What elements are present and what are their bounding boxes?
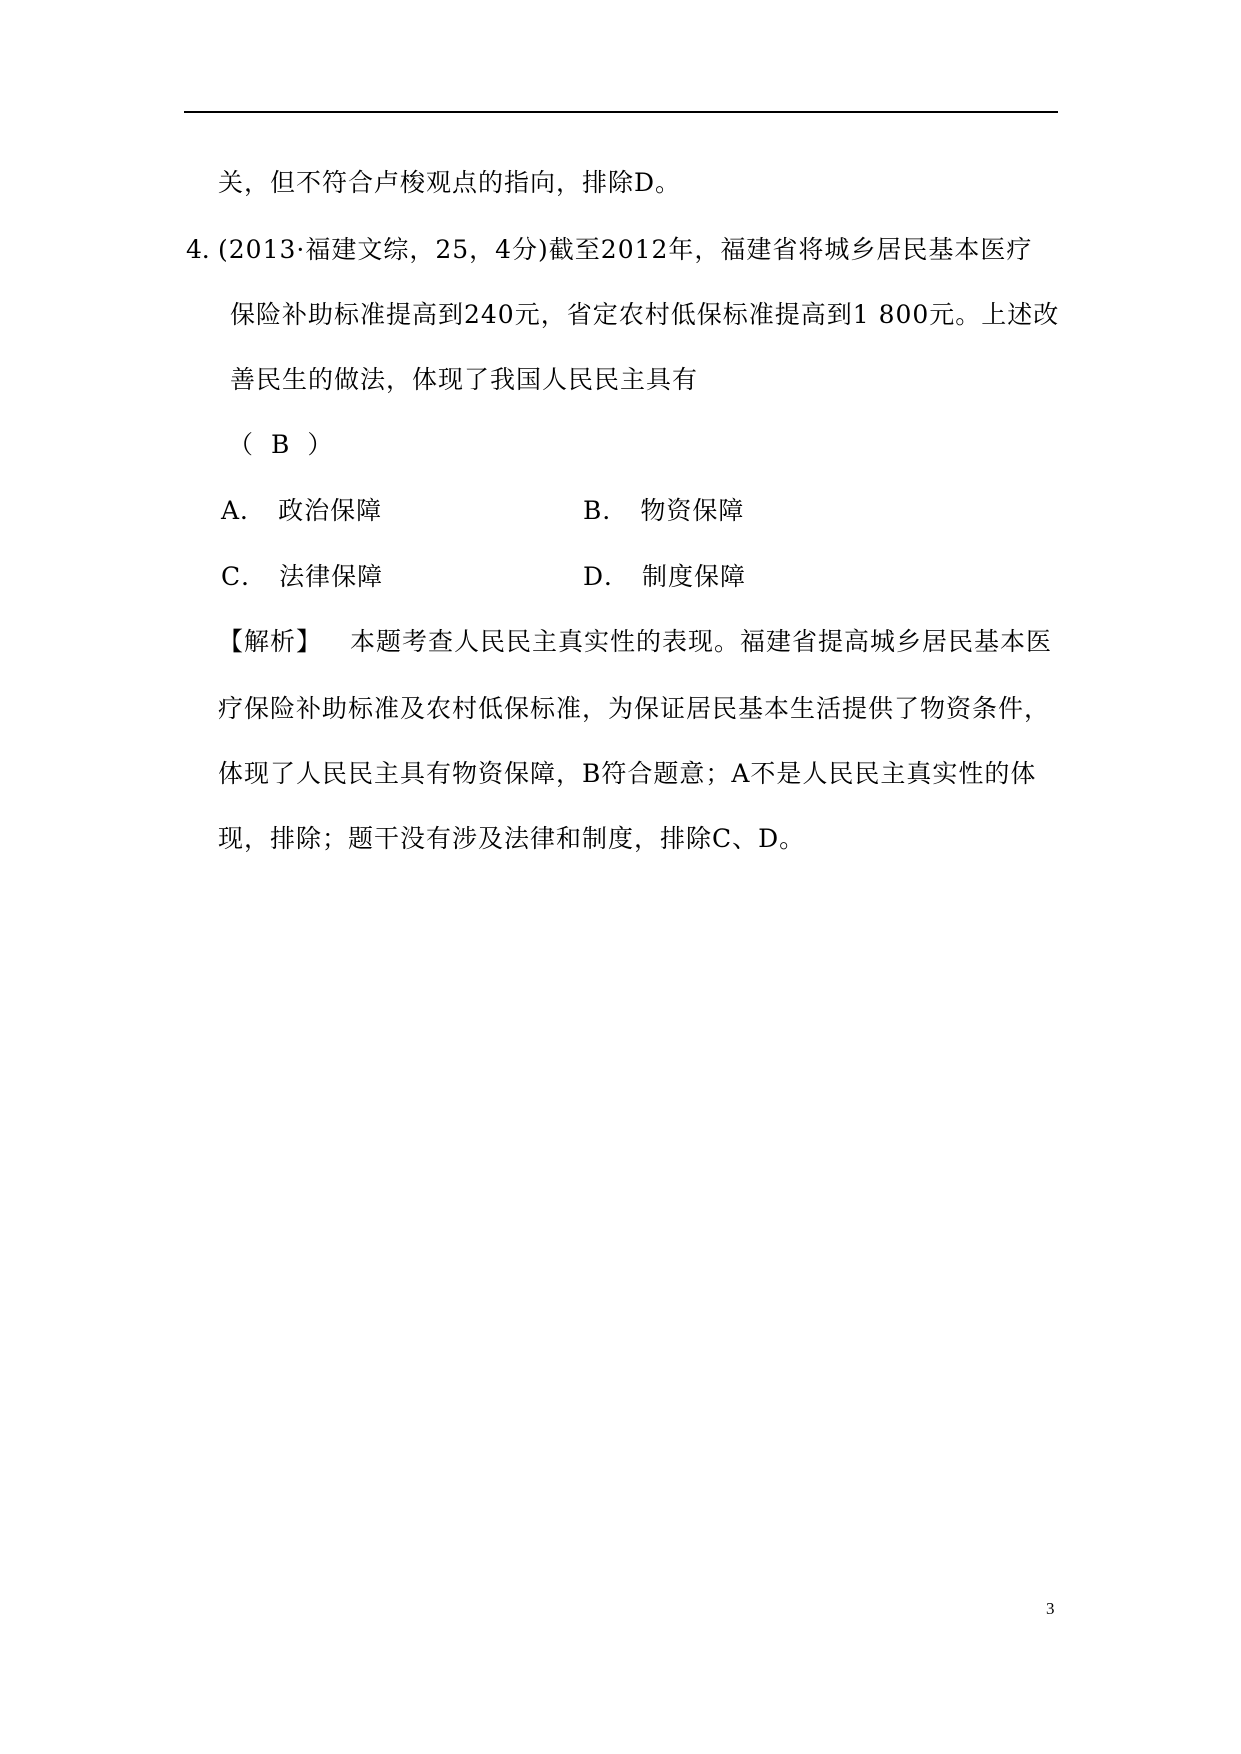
option-d-letter: D．	[583, 562, 631, 591]
option-c-text: 法律保障	[279, 562, 384, 591]
previous-item-tail: 关，但不符合卢梭观点的指向，排除D。	[218, 168, 682, 197]
question-line-2: 保险补助标准提高到240元，省定农村低保标准提高到1 800元。上述改	[230, 300, 1060, 329]
option-b-letter: B．	[583, 496, 629, 525]
option-a	[221, 494, 382, 528]
analysis-line-1	[218, 625, 1052, 659]
question-line-1: (2013·福建文综，25，4分)截至2012年，福建省将城乡居民基本医疗	[218, 235, 1033, 264]
page-number: 3	[1046, 1599, 1055, 1618]
answer-bracket	[228, 428, 332, 462]
question-number: 4．	[186, 235, 227, 264]
option-c	[221, 560, 383, 594]
paren-close: ）	[307, 430, 333, 459]
header-rule	[184, 111, 1058, 113]
analysis-line-1-text: 本题考查人民民主真实性的表现。福建省提高城乡居民基本医	[350, 627, 1053, 656]
question-line-3: 善民生的做法，体现了我国人民民主具有	[230, 365, 699, 394]
analysis-line-3: 体现了人民民主具有物资保障，B符合题意；A不是人民民主真实性的体	[218, 759, 1037, 788]
option-c-letter: C．	[221, 562, 268, 591]
option-d	[583, 560, 746, 594]
answer-letter: B	[271, 430, 290, 459]
option-b-text: 物资保障	[640, 496, 745, 525]
option-a-letter: A．	[221, 496, 267, 525]
analysis-tag: 【解析】	[218, 627, 323, 656]
analysis-line-2: 疗保险补助标准及农村低保标准，为保证居民基本生活提供了物资条件，	[218, 694, 1051, 723]
analysis-line-4: 现，排除；题干没有涉及法律和制度，排除C、D。	[218, 824, 806, 853]
option-d-text: 制度保障	[642, 562, 747, 591]
option-b	[583, 494, 744, 528]
paren-open: （	[228, 430, 254, 459]
option-a-text: 政治保障	[278, 496, 383, 525]
